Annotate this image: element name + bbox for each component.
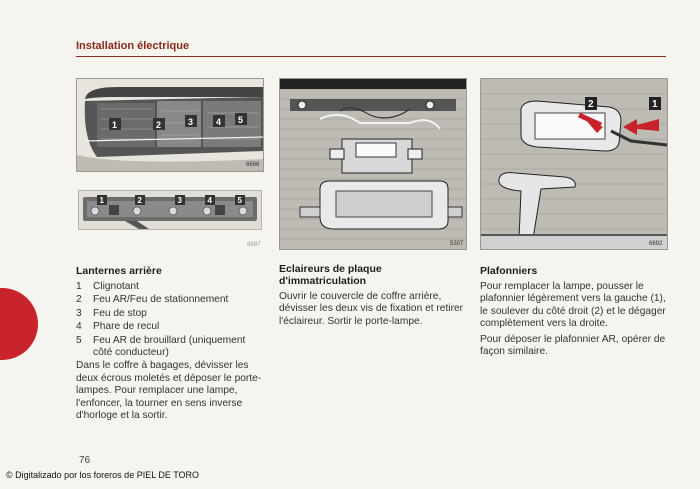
courtesy-light-body: Pour remplacer la lampe, pousser le plafonnier légèrement vers la gauche (1), le soulever du côté droit (2) et le dégager complètement vers la droite. xyxy=(480,281,666,330)
callout-4: 4 xyxy=(216,117,222,127)
figure-number: 6692 xyxy=(649,241,663,247)
plate-light-photo xyxy=(279,78,467,250)
plate-light-heading: Eclaireurs de plaque d'immatriculation xyxy=(279,263,382,287)
strip-callout-5: 5 xyxy=(237,196,242,205)
courtesy-light-body-2: Pour déposer le plafonnier AR, opérer de façon similaire. xyxy=(480,333,666,358)
rear-light-cluster-photo xyxy=(76,78,264,172)
callout-2: 2 xyxy=(588,99,594,110)
callout-2: 2 xyxy=(156,120,162,130)
small-caption: 6697 xyxy=(247,242,261,248)
footer-credit: © Digitalizado por los foreros de PIEL DE TORO xyxy=(6,470,200,480)
courtesy-light-photo xyxy=(480,78,668,250)
page-number: 76 xyxy=(79,455,91,466)
callout-3: 3 xyxy=(188,117,194,127)
legend-item: 1 Clignotant xyxy=(76,281,139,292)
legend-item: 2 Feu AR/Feu de stationnement xyxy=(76,294,229,306)
strip-callout-2: 2 xyxy=(137,196,142,205)
callout-5: 5 xyxy=(238,115,244,125)
figure-number: 5307 xyxy=(450,241,464,247)
legend-item: 3 Feu de stop xyxy=(76,307,147,319)
courtesy-light-heading: Plafonniers xyxy=(480,265,538,277)
figure-number: 6696 xyxy=(246,162,260,168)
rear-lights-body: Dans le coffre à bagages, dévisser les deux écrous moletés et déposer le porte-lampes. Pour remplacer une lampe, l'enfoncer, la tourner en sens inverse d'horloge et la sortir. xyxy=(76,360,262,422)
legend-item: 5 Feu AR de brouillard (uniquement côté conducteur) xyxy=(76,334,246,359)
header-rule xyxy=(76,56,666,57)
strip-callout-4: 4 xyxy=(207,196,212,205)
bulb-holder-photo xyxy=(78,190,262,230)
plate-light-section xyxy=(279,263,465,331)
callout-1: 1 xyxy=(652,99,658,110)
legend-item: 4 Phare de recul xyxy=(76,321,160,333)
rear-lights-heading: Lanternes arrière xyxy=(76,265,162,277)
section-title: Installation électrique xyxy=(76,40,190,52)
rear-lights-section xyxy=(76,265,266,425)
courtesy-light-section xyxy=(480,265,666,361)
red-tab-marker xyxy=(0,288,38,360)
strip-callout-1: 1 xyxy=(99,196,104,205)
rear-lights-legend xyxy=(76,281,266,359)
plate-light-body: Ouvrir le couvercle de coffre arrière, dévisser les deux vis de fixation et retirer l'éclaireur. Sortir le porte-lampe. xyxy=(279,291,464,327)
strip-callout-3: 3 xyxy=(177,196,182,205)
callout-1: 1 xyxy=(112,120,118,130)
